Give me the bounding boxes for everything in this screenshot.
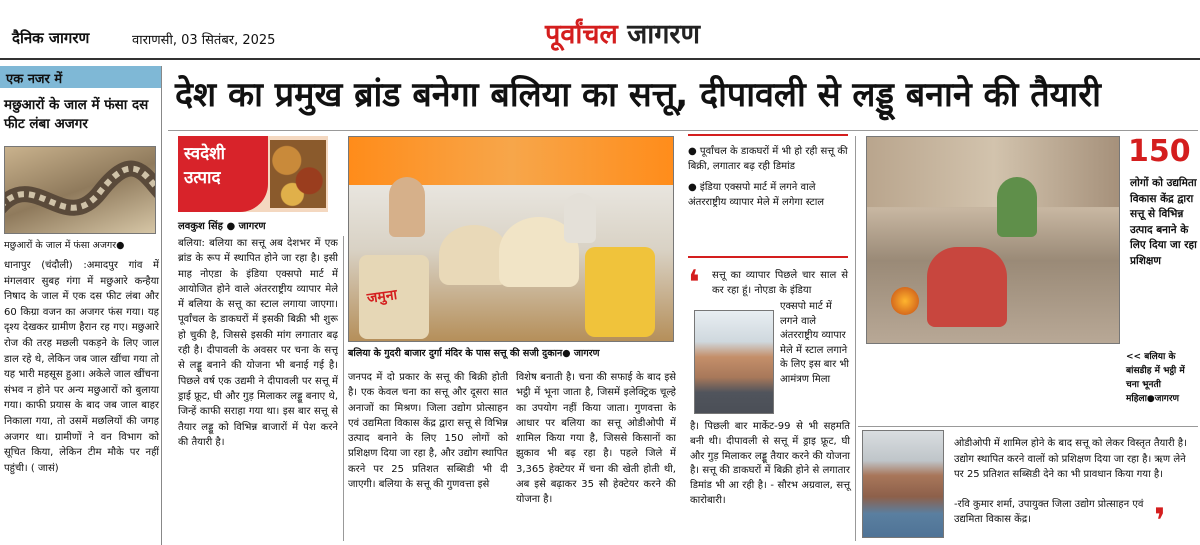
quote1-open: सत्तू का व्यापार पिछले चार साल से कर रहा हूं। नोएडा के इंडिया <box>712 270 848 297</box>
highlight-item: ● इंडिया एक्सपो मार्ट में लगने वाले अंतरराष्ट्रीय व्यापार मेले में लगेगा स्टाल <box>688 182 825 208</box>
main-headline: देश का प्रमुख ब्रांड बनेगा बलिया का सत्तू, दीपावली से लड्डू बनाने की तैयारी <box>175 75 1101 115</box>
brief-tab: एक नजर में <box>0 66 162 88</box>
satt-jar <box>585 247 655 337</box>
wall-background <box>867 137 1120 207</box>
masthead <box>0 0 1200 60</box>
highlights-rule-bottom <box>688 256 848 258</box>
shopkeeper <box>389 177 425 237</box>
spices-image <box>270 140 326 208</box>
python-photo <box>4 146 156 234</box>
officer-photo <box>862 430 944 538</box>
swadeshi-label <box>178 136 268 212</box>
brief-body: धानापुर (चंदौली) :अमादपुर गांव में मंगलवार सुबह गंगा में मछुआरे कन्हैया निषाद के जाल में एक दस फीट लंबा और 60 किग्रा वजन का अजगर फंस गया। यह दृश्य देखकर ग्रामीण हैरान रह गए। मछुआरे रोज की तरह मछली पकड़ने के लिए जाल डाल रहे थे, लेकिन जब जाल खींचा गया तो यह भारी महसूस हुआ। अकेले जाल खींचना संभव न होने पर अन्य मछुआरों को बुलाया गया। काफी प्रयास के बाद जब जाल बाहर निकाला गया, तो उसमें मछलियों की जगह अजगर था। ग्रामीणों ने वन विभाग को सूचित किया, लेकिन टीम मौके पर नहीं पहुंची। ( जासं) <box>4 260 159 474</box>
quote2-text: ओडीओपी में शामिल होने के बाद सत्तू को लेकर विस्तृत तैयारी है। उद्योग स्थापित करने वालों को प्रशिक्षण दिया जा रहा है। ऋण लेने पर 25 प्रतिशत सब्सिडी देने का भी प्रावधान किया गया है। <box>954 438 1187 480</box>
dateline: वाराणसी, 03 सितंबर, 2025 <box>132 33 276 48</box>
brief-column <box>0 66 162 545</box>
man-figure <box>927 247 1007 327</box>
column-rule <box>343 236 344 541</box>
brief-headline: मछुआरों के जाल में फंसा दस फीट लंबा अजगर <box>4 97 149 132</box>
swadeshi-badge <box>178 136 328 212</box>
shop-photo-caption: बलिया के गुदरी बाजार दुर्गा मंदिर के पास सत्तू की सजी दुकान● जागरण <box>348 348 600 359</box>
trader-photo <box>694 310 774 414</box>
story-column-1: बलिया: बलिया का सत्तू अब देशभर में एक ब्रांड के रूप में स्थापित होने जा रहा है। इसी माह नोएडा के इंडिया एक्सपो मार्ट में आयोजित होने वाले अंतरराष्ट्रीय व्यापार मेले में बलिया के सत्तू का स्टाल लगाया जाएगा। पूर्वांचल के डाकघरों में इसकी बिक्री भी शुरू हो चुकी है, जिससे इसकी मांग लगातार बढ़ रही है। दीपावली के अवसर पर चना के सत्तू से लड्डू बनाने की योजना भी बनाई गई है। पिछले वर्ष एक उद्यमी ने दीपावली पर सत्तू में ड्राई फ्रूट, घी और गुड़ मिलाकर लड्डू बनाए थे, जिन्हें काफी सराहा गया था। इस बार सत्तू से तैयार लड्डू को विभिन्न बाजारों में पेश करने की तैयारी है। <box>178 238 338 448</box>
paper-name: दैनिक जागरण <box>12 29 90 47</box>
shop-awning <box>349 137 674 185</box>
story-column-3: विशेष बनाती है। चना की सफाई के बाद इसे भट्ठी में भूना जाता है, जिसमें इलेक्ट्रिक चूल्हे का उपयोग नहीं किया जाता। गुणवत्ता के आधार पर बलिया का सत्तू ओडीओपी में शामिल किया गया है, जिससे किसानों का झुकाव भी बढ़ रहा है। पहले जिले में 3,365 हेक्टेयर में चना की खेती होती थी, अब इसे बढ़ाकर 35 सौ हेक्टेयर करने की योजना है। <box>516 372 676 506</box>
quote2-attribution: -रवि कुमार शर्मा, उपायुक्त जिला उद्योग प्रोत्साहन एवं उद्यमिता विकास केंद्र। <box>954 498 1144 525</box>
quote-open-icon: ❛ <box>688 263 700 303</box>
sidebar-text: लोगों को उद्यमिता विकास केंद्र द्वारा सत्तू से विभिन्न उत्पाद बनाने के लिए दिया जा रहा प्रशिक्षण <box>1130 177 1197 267</box>
edition-title <box>545 14 700 51</box>
column-rule <box>855 136 856 541</box>
quote2-rule <box>858 426 1198 427</box>
story-column-2: जनपद में दो प्रकार के सत्तू की बिक्री होती है। एक केवल चना का सत्तू और दूसरा सात अनाजों का मिश्रण। जिला उद्योग प्रोत्साहन एवं उद्यमिता विकास केंद्र द्वारा सत्तू से विभिन्न उत्पाद बनाने के लिए 150 लोगों को प्रशिक्षण दिया जा रहा है, और उद्योग स्थापित करने पर 25 प्रतिशत सब्सिडी भी दी जाएगी। बलिया के सत्तू की गुणवत्ता इसे <box>348 372 508 491</box>
roasting-photo <box>866 136 1120 344</box>
shopkeeper <box>564 193 596 243</box>
byline: लवकुश सिंह ● जागरण <box>178 221 266 232</box>
headline-rule <box>168 130 1198 131</box>
highlight-item: ● पूर्वांचल के डाकघरों में भी हो रही सत्तू की बिक्री, लगातार बढ़ रही डिमांड <box>688 146 848 172</box>
roasting-caption: << बलिया के बांसडीह में भट्ठी में चना भूनती महिला●जागरण <box>1126 352 1185 404</box>
jar-label: जमुना <box>366 286 399 308</box>
satt-shop-photo <box>348 136 674 342</box>
fire-pit <box>891 287 919 315</box>
brief-caption: मछुआरों के जाल में फंसा अजगर● <box>4 240 125 251</box>
swadeshi-line1: स्वदेशी <box>184 144 226 164</box>
edition-dark: जागरण <box>627 19 700 50</box>
quote-close-icon: ❜ <box>1154 501 1166 541</box>
swadeshi-line2: उत्पाद <box>184 168 221 188</box>
edition-red: पूर्वांचल <box>545 19 618 50</box>
highlights-box <box>688 136 848 244</box>
trainee-count: 150 <box>1128 134 1191 169</box>
woman-figure <box>997 177 1037 237</box>
quote1-rest: है। पिछली बार मार्केट-99 से भी सहमति बनी थी। दीपावली से सत्तू में ड्राइ फ्रूट, घी और गुड़ मिलाकर लड्डू तैयार करने की योजना है। सत्तू की डाकघरों में बिक्री होने से लगातार डिमांड भी आ रही है। - सौरभ अग्रवाल, सत्तू कारोबारी। <box>690 421 850 506</box>
quote1-side: एक्सपो मार्ट में लगने वाले अंतरराष्ट्रीय व्यापार मेले में स्टाल लगाने के लिए इस बार भी आमंत्रण मिला <box>780 301 849 385</box>
python-graphic <box>5 147 156 234</box>
